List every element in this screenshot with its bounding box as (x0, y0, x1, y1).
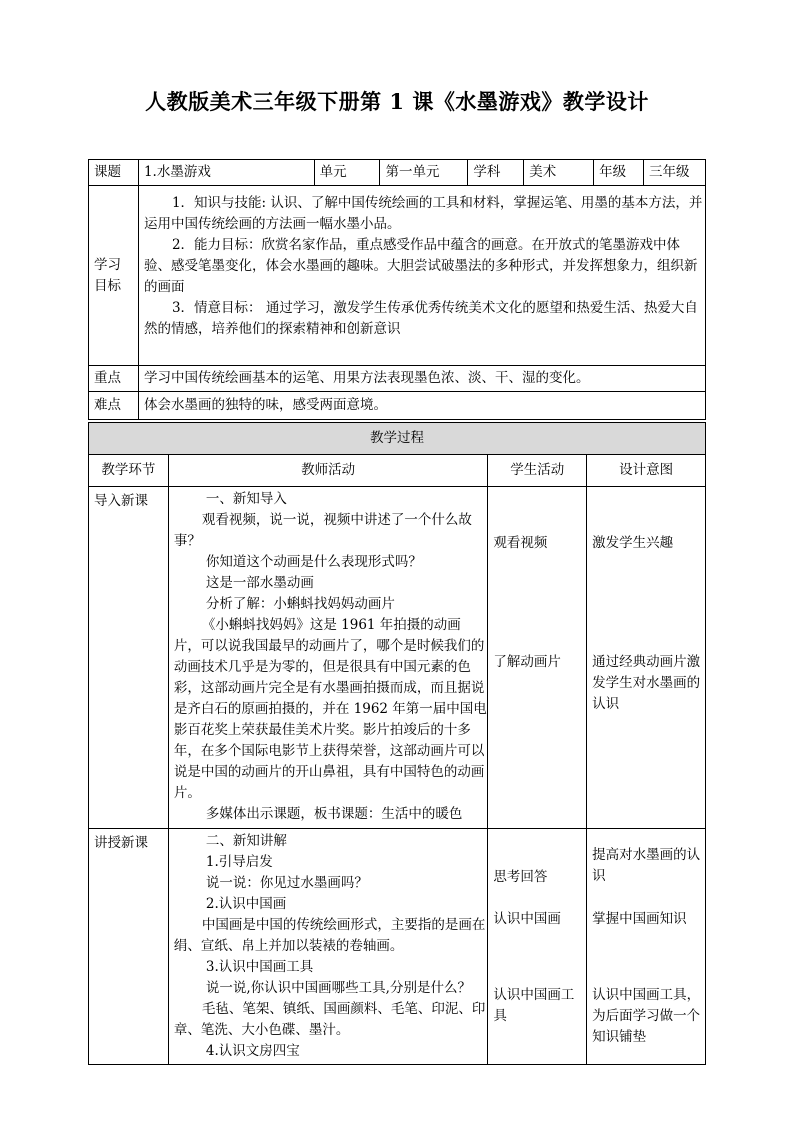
lesson-info-table (88, 159, 706, 420)
intent-line: 掌握中国画知识 (592, 911, 687, 927)
column-header-intent: 设计意图 (587, 455, 706, 487)
goal-item: 1．知识与技能: 认识、了解中国传统绘画的工具和材料，掌握运笔、用墨的基本方法，并运用中国传统绘画的方法画一幅水墨小品。 (143, 195, 703, 232)
goals-content (138, 186, 705, 366)
teacher-activity-new (168, 829, 487, 1065)
student-line: 观看视频 (493, 535, 548, 551)
teacher-line: 2.认识中国画 (205, 896, 287, 912)
student-line: 认识中国画 (493, 911, 561, 927)
teaching-process-table (88, 422, 706, 1065)
teacher-line: 分析了解：小蝌蚪找妈妈动画片 (205, 596, 395, 612)
goal-item: 2．能力目标：欣赏名家作品，重点感受作品中蕴含的画意。在开放式的笔墨游戏中体验、感受笔墨变化，体会水墨画的趣味。大胆尝试破墨法的多种形式，并发挥想象力，组织新的画面 (143, 237, 698, 295)
stage-intro: 导入新课 (89, 487, 169, 829)
design-intent-new (587, 829, 706, 1065)
column-header-teacher: 教师活动 (168, 455, 487, 487)
goals-label: 学习目标 (89, 186, 139, 366)
column-header-student: 学生活动 (488, 455, 587, 487)
difficulty-label: 难点 (89, 392, 139, 420)
subject-value: 美术 (524, 160, 594, 186)
teacher-line: 1.引导启发 (205, 854, 273, 870)
intent-line: 通过经典动画片激发学生对水墨画的认识 (592, 654, 701, 712)
design-intent-intro (587, 487, 706, 829)
unit-value: 第一单元 (380, 160, 468, 186)
goal-item: 3．情意目标： 通过学习，激发学生传承优秀传统美术文化的愿望和热爱生活、热爱大自然的情感，培养他们的探索精神和创新意识 (143, 300, 698, 337)
document-title: 人教版美术三年级下册第 1 课《水墨游戏》教学设计 (145, 89, 649, 114)
student-activity-intro (488, 487, 587, 829)
teacher-line: 观看视频，说一说，视频中讲述了一个什么故事？ (173, 512, 472, 549)
teacher-line: 二、新知讲解 (205, 833, 287, 849)
intent-line: 激发学生兴趣 (592, 535, 674, 551)
key-point-text: 学习中国传统绘画基本的运笔、用果方法表现墨色浓、淡、干、湿的变化。 (138, 366, 705, 392)
grade-label: 年级 (594, 160, 644, 186)
teacher-line: 中国画是中国的传统绘画形式，主要指的是画在绢、宣纸、帛上并加以装裱的卷轴画。 (173, 917, 486, 954)
lesson-label: 课题 (89, 160, 139, 186)
student-line: 思考回答 (493, 869, 548, 885)
teacher-line: 《小蝌蚪找妈妈》这是 1961 年拍摄的动画片，可以说我国最早的动画片了，哪个是时候我们的动画技术几乎是为零的，但是很具有中国元素的色彩，这部动画片完全是有水墨画拍摄而成，而且据说是齐白石的原画拍摄的，并在 1962 年第一届中国电影百花奖上荣获最佳美术片奖。影片拍竣后的十多年，在多个国际电影节上获得荣誉，这部动画片可以说是中国的动画片的开山鼻祖，具有中国特色的动画片。 (173, 617, 487, 801)
student-activity-new (488, 829, 587, 1065)
unit-label: 单元 (314, 160, 380, 186)
student-line: 认识中国画工具 (493, 987, 575, 1024)
stage-new-lesson: 讲授新课 (89, 829, 169, 1065)
intent-line: 提高对水墨画的认识 (592, 847, 701, 884)
teacher-line: 这是一部水墨动画 (205, 575, 314, 591)
column-header-stage: 教学环节 (89, 455, 169, 487)
teacher-line: 多媒体出示课题，板书课题：生活中的暖色 (205, 806, 463, 822)
grade-value: 三年级 (644, 160, 706, 186)
difficulty-text: 体会水墨画的独特的味，感受两面意境。 (138, 392, 705, 420)
teacher-line: 毛毡、笔架、镇纸、国画颜料、毛笔、印泥、印章、笔洗、大小色碟、墨汁。 (173, 1001, 486, 1038)
subject-label: 学科 (468, 160, 524, 186)
teacher-activity-intro (168, 487, 487, 829)
intent-line: 认识中国画工具，为后面学习做一个知识铺垫 (592, 987, 701, 1045)
teacher-line: 说一说,你认识中国画哪些工具,分别是什么？ (205, 980, 471, 996)
key-point-label: 重点 (89, 366, 139, 392)
lesson-value: 1.水墨游戏 (138, 160, 314, 186)
teacher-line: 你知道这个动画是什么表现形式吗？ (205, 554, 422, 570)
teacher-line: 说一说：你见过水墨画吗？ (205, 875, 368, 891)
teacher-line: 一、新知导入 (205, 491, 287, 507)
process-header: 教学过程 (89, 423, 706, 455)
teacher-line: 3.认识中国画工具 (205, 959, 314, 975)
teacher-line: 4.认识文房四宝 (205, 1043, 300, 1059)
student-line: 了解动画片 (493, 654, 561, 670)
